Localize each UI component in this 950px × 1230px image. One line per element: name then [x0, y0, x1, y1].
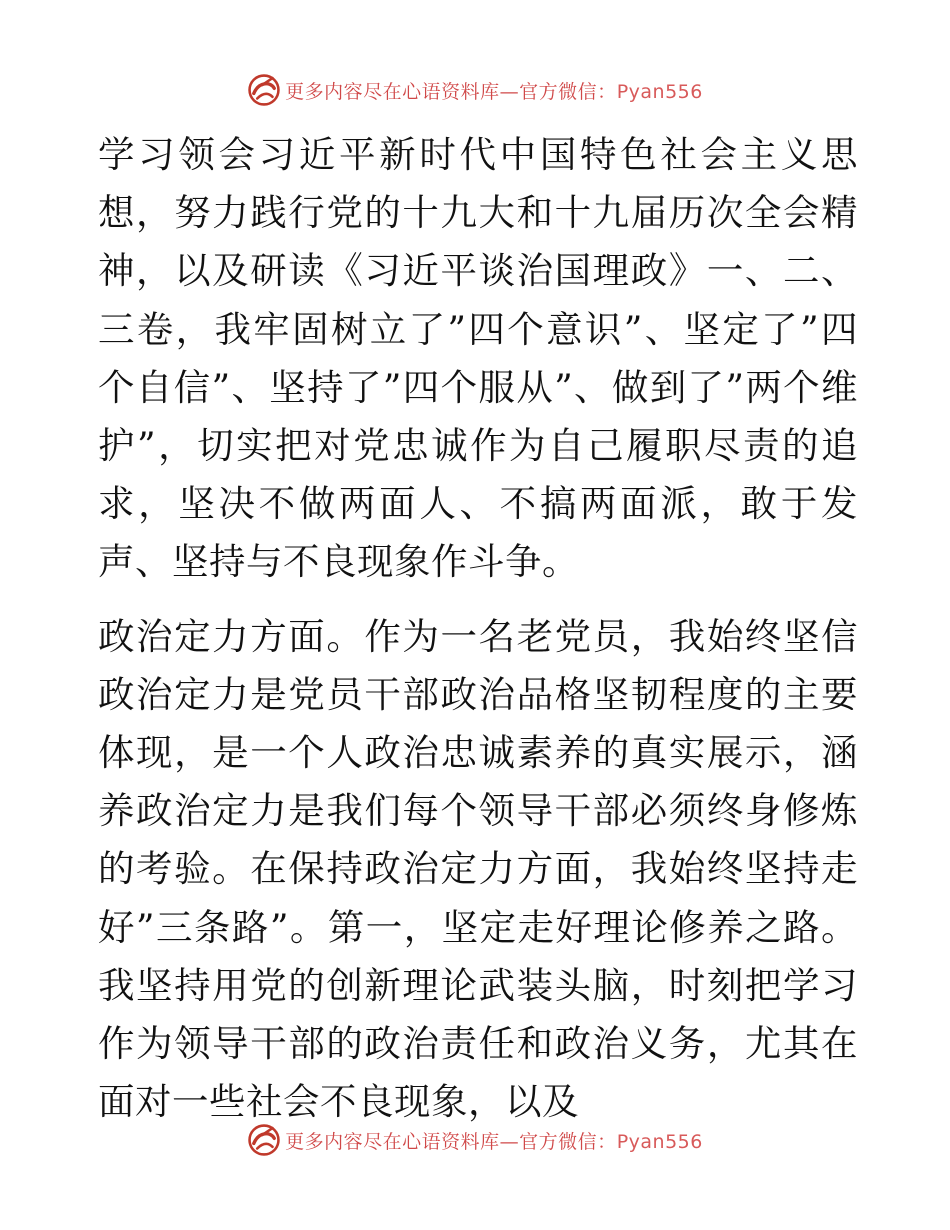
banner-separator: — — [499, 80, 520, 103]
footer-watermark-banner — [0, 1118, 950, 1162]
banner-label: 官方微信： — [519, 80, 617, 103]
banner-wechat-id: Pyan556 — [616, 1130, 703, 1153]
banner-text — [285, 1127, 703, 1154]
swirl-logo-icon — [247, 1123, 281, 1157]
header-watermark-banner — [0, 68, 950, 112]
banner-prefix: 更多内容尽在心语资料库 — [285, 1130, 500, 1153]
swirl-logo-icon — [247, 73, 281, 107]
document-body — [98, 126, 858, 1131]
banner-text — [285, 77, 703, 104]
paragraph-2: 政治定力方面。作为一名老党员，我始终坚信政治定力是党员干部政治品格坚韧程度的主要体现，是一个人政治忠诚素养的真实展示，涵养政治定力是我们每个领导干部必须终身修炼的考验。在保持政治定力方面，我始终坚持走好”三条路”。第一，坚定走好理论修养之路。我坚持用党的创新理论武装头脑，时刻把学习作为领导干部的政治责任和政治义务，尤其在面对一些社会不良现象，以及 — [98, 614, 858, 1124]
banner-wechat-id: Pyan556 — [616, 80, 703, 103]
banner-prefix: 更多内容尽在心语资料库 — [285, 80, 500, 103]
banner-separator: — — [499, 1130, 520, 1153]
banner-label: 官方微信： — [519, 1130, 617, 1153]
paragraph-1: 学习领会习近平新时代中国特色社会主义思想，努力践行党的十九大和十九届历次全会精神，以及研读《习近平谈治国理政》一、二、三卷，我牢固树立了”四个意识”、坚定了”四个自信”、坚持了”四个服从”、做到了”两个维护”，切实把对党忠诚作为自己履职尽责的追求，坚决不做两面人、不搞两面派，敢于发声、坚持与不良现象作斗争。 — [98, 133, 858, 584]
